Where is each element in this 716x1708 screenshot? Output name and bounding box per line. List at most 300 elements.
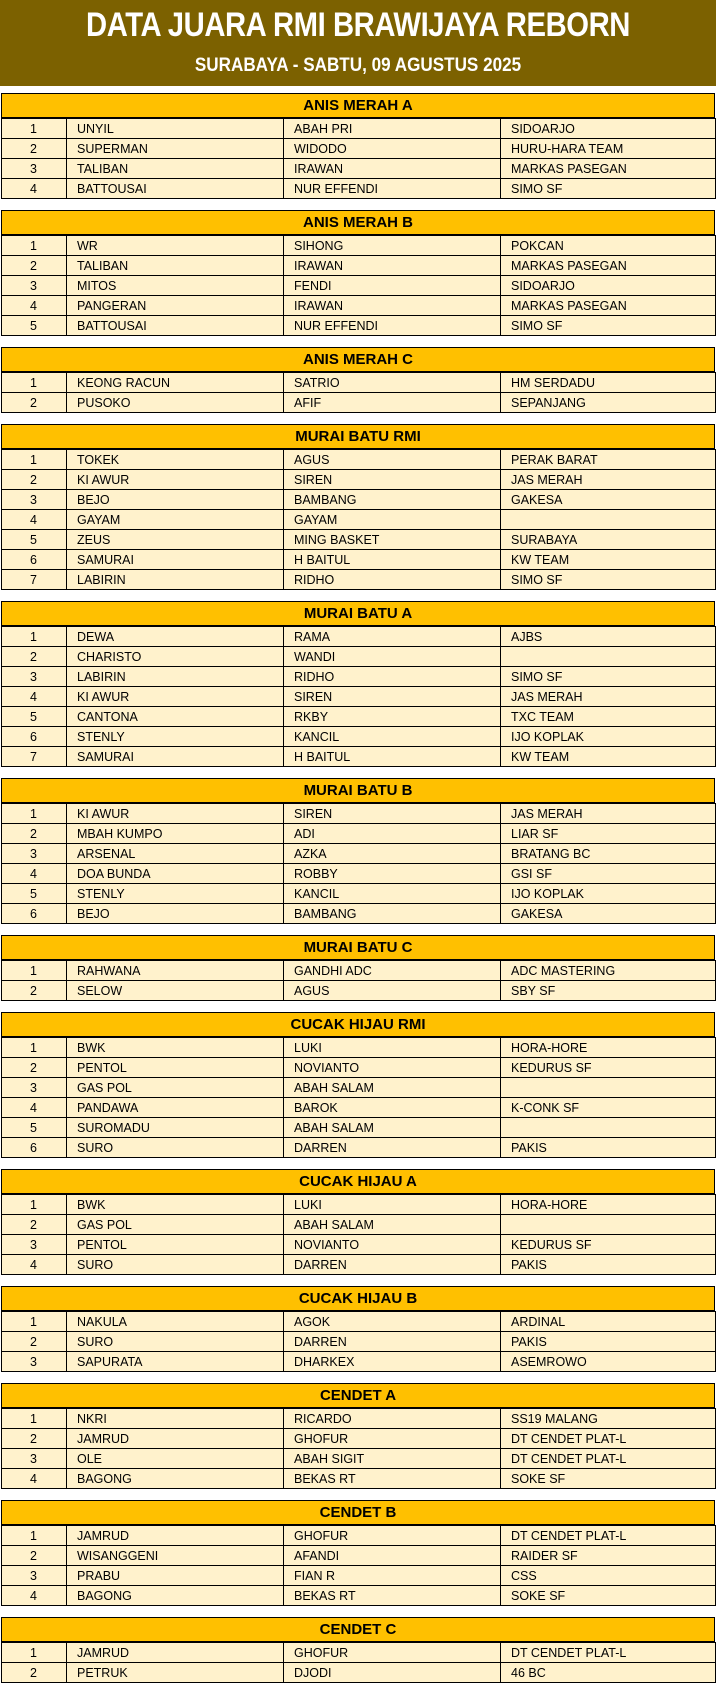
- team-cell: POKCAN: [501, 236, 716, 256]
- team-cell: PAKIS: [501, 1255, 716, 1275]
- owner-cell: RAMA: [284, 627, 501, 647]
- owner-cell: RIDHO: [284, 570, 501, 590]
- table-row: [2, 1118, 716, 1138]
- rank-cell: 1: [2, 1409, 67, 1429]
- table-row: [2, 884, 716, 904]
- owner-cell: LUKI: [284, 1195, 501, 1215]
- winners-table: [1, 960, 716, 1001]
- owner-cell: BEKAS RT: [284, 1469, 501, 1489]
- owner-cell: NUR EFFENDI: [284, 179, 501, 199]
- team-cell: PERAK BARAT: [501, 450, 716, 470]
- table-row: [2, 1546, 716, 1566]
- owner-cell: KANCIL: [284, 884, 501, 904]
- category-section: [1, 347, 715, 413]
- bird-name-cell: KI AWUR: [67, 470, 284, 490]
- category-title: CENDET C: [1, 1617, 715, 1642]
- owner-cell: AZKA: [284, 844, 501, 864]
- bird-name-cell: SURO: [67, 1138, 284, 1158]
- owner-cell: SIHONG: [284, 236, 501, 256]
- owner-cell: NUR EFFENDI: [284, 316, 501, 336]
- category-title: MURAI BATU B: [1, 778, 715, 803]
- team-cell: HURU-HARA TEAM: [501, 139, 716, 159]
- owner-cell: FENDI: [284, 276, 501, 296]
- bird-name-cell: GAS POL: [67, 1215, 284, 1235]
- rank-cell: 5: [2, 1118, 67, 1138]
- owner-cell: IRAWAN: [284, 256, 501, 276]
- page-subtitle: SURABAYA - SABTU, 09 AGUSTUS 2025: [194, 55, 522, 76]
- team-cell: BRATANG BC: [501, 844, 716, 864]
- table-row: [2, 450, 716, 470]
- owner-cell: ABAH SALAM: [284, 1118, 501, 1138]
- rank-cell: 3: [2, 490, 67, 510]
- team-cell: SIMO SF: [501, 667, 716, 687]
- table-row: [2, 510, 716, 530]
- table-row: [2, 864, 716, 884]
- team-cell: CSS: [501, 1566, 716, 1586]
- team-cell: RAIDER SF: [501, 1546, 716, 1566]
- rank-cell: 2: [2, 393, 67, 413]
- winners-table: [1, 803, 716, 924]
- rank-cell: 2: [2, 139, 67, 159]
- owner-cell: BEKAS RT: [284, 1586, 501, 1606]
- table-row: [2, 727, 716, 747]
- bird-name-cell: BATTOUSAI: [67, 316, 284, 336]
- owner-cell: AGUS: [284, 981, 501, 1001]
- rank-cell: 1: [2, 627, 67, 647]
- bird-name-cell: MBAH KUMPO: [67, 824, 284, 844]
- table-row: [2, 844, 716, 864]
- table-row: [2, 747, 716, 767]
- bird-name-cell: WR: [67, 236, 284, 256]
- team-cell: KEDURUS SF: [501, 1058, 716, 1078]
- rank-cell: 2: [2, 1215, 67, 1235]
- owner-cell: H BAITUL: [284, 747, 501, 767]
- owner-cell: SATRIO: [284, 373, 501, 393]
- rank-cell: 4: [2, 296, 67, 316]
- bird-name-cell: BWK: [67, 1195, 284, 1215]
- rank-cell: 4: [2, 510, 67, 530]
- category-title: MURAI BATU RMI: [1, 424, 715, 449]
- winners-table: [1, 1525, 716, 1606]
- bird-name-cell: NAKULA: [67, 1312, 284, 1332]
- bird-name-cell: PENTOL: [67, 1058, 284, 1078]
- bird-name-cell: OLE: [67, 1449, 284, 1469]
- table-row: [2, 490, 716, 510]
- rank-cell: 6: [2, 550, 67, 570]
- owner-cell: ABAH SALAM: [284, 1215, 501, 1235]
- rank-cell: 1: [2, 961, 67, 981]
- winners-table: [1, 1408, 716, 1489]
- owner-cell: DHARKEX: [284, 1352, 501, 1372]
- category-section: [1, 1012, 715, 1158]
- rank-cell: 5: [2, 316, 67, 336]
- rank-cell: 3: [2, 667, 67, 687]
- team-cell: PAKIS: [501, 1138, 716, 1158]
- rank-cell: 3: [2, 844, 67, 864]
- bird-name-cell: TALIBAN: [67, 256, 284, 276]
- bird-name-cell: STENLY: [67, 884, 284, 904]
- table-row: [2, 1332, 716, 1352]
- owner-cell: ABAH PRI: [284, 119, 501, 139]
- bird-name-cell: SAMURAI: [67, 550, 284, 570]
- rank-cell: 5: [2, 707, 67, 727]
- team-cell: [501, 647, 716, 667]
- table-row: [2, 139, 716, 159]
- table-row: [2, 627, 716, 647]
- table-row: [2, 570, 716, 590]
- bird-name-cell: STENLY: [67, 727, 284, 747]
- team-cell: MARKAS PASEGAN: [501, 296, 716, 316]
- category-section: [1, 935, 715, 1001]
- owner-cell: AGUS: [284, 450, 501, 470]
- page-title: DATA JUARA RMI BRAWIJAYA REBORN: [86, 6, 630, 44]
- rank-cell: 3: [2, 276, 67, 296]
- rank-cell: 7: [2, 570, 67, 590]
- category-title: CENDET A: [1, 1383, 715, 1408]
- team-cell: SBY SF: [501, 981, 716, 1001]
- winners-table: [1, 1311, 716, 1372]
- table-row: [2, 296, 716, 316]
- table-row: [2, 159, 716, 179]
- category-section: [1, 93, 715, 199]
- rank-cell: 4: [2, 687, 67, 707]
- winners-table: [1, 235, 716, 336]
- team-cell: ARDINAL: [501, 1312, 716, 1332]
- rank-cell: 6: [2, 1138, 67, 1158]
- bird-name-cell: SAPURATA: [67, 1352, 284, 1372]
- bird-name-cell: UNYIL: [67, 119, 284, 139]
- category-title: MURAI BATU C: [1, 935, 715, 960]
- category-section: [1, 601, 715, 767]
- owner-cell: SIREN: [284, 470, 501, 490]
- winners-table: [1, 626, 716, 767]
- rank-cell: 1: [2, 119, 67, 139]
- owner-cell: BAMBANG: [284, 904, 501, 924]
- category-title: ANIS MERAH B: [1, 210, 715, 235]
- rank-cell: 3: [2, 1235, 67, 1255]
- owner-cell: AFANDI: [284, 1546, 501, 1566]
- team-cell: MARKAS PASEGAN: [501, 159, 716, 179]
- owner-cell: BAMBANG: [284, 490, 501, 510]
- rank-cell: 4: [2, 864, 67, 884]
- owner-cell: SIREN: [284, 804, 501, 824]
- table-row: [2, 904, 716, 924]
- owner-cell: AFIF: [284, 393, 501, 413]
- category-section: [1, 1169, 715, 1275]
- table-row: [2, 1352, 716, 1372]
- rank-cell: 4: [2, 179, 67, 199]
- owner-cell: LUKI: [284, 1038, 501, 1058]
- team-cell: ADC MASTERING: [501, 961, 716, 981]
- bird-name-cell: JAMRUD: [67, 1429, 284, 1449]
- winners-table: [1, 1642, 716, 1683]
- team-cell: DT CENDET PLAT-L: [501, 1526, 716, 1546]
- rank-cell: 1: [2, 450, 67, 470]
- team-cell: IJO KOPLAK: [501, 727, 716, 747]
- table-row: [2, 316, 716, 336]
- table-row: [2, 179, 716, 199]
- bird-name-cell: LABIRIN: [67, 667, 284, 687]
- team-cell: [501, 1078, 716, 1098]
- bird-name-cell: CANTONA: [67, 707, 284, 727]
- rank-cell: 1: [2, 1526, 67, 1546]
- rank-cell: 2: [2, 647, 67, 667]
- table-row: [2, 1215, 716, 1235]
- table-row: [2, 1566, 716, 1586]
- rank-cell: 4: [2, 1469, 67, 1489]
- page-header: [0, 0, 716, 86]
- winners-table: [1, 372, 716, 413]
- team-cell: MARKAS PASEGAN: [501, 256, 716, 276]
- table-row: [2, 1078, 716, 1098]
- category-section: [1, 1500, 715, 1606]
- team-cell: SIMO SF: [501, 179, 716, 199]
- category-title: CUCAK HIJAU RMI: [1, 1012, 715, 1037]
- owner-cell: SIREN: [284, 687, 501, 707]
- team-cell: KEDURUS SF: [501, 1235, 716, 1255]
- rank-cell: 2: [2, 1429, 67, 1449]
- winners-table: [1, 1194, 716, 1275]
- owner-cell: DARREN: [284, 1332, 501, 1352]
- team-cell: DT CENDET PLAT-L: [501, 1643, 716, 1663]
- category-section: [1, 210, 715, 336]
- owner-cell: ROBBY: [284, 864, 501, 884]
- table-row: [2, 1255, 716, 1275]
- table-row: [2, 236, 716, 256]
- table-row: [2, 1429, 716, 1449]
- team-cell: HORA-HORE: [501, 1195, 716, 1215]
- team-cell: [501, 510, 716, 530]
- rank-cell: 2: [2, 256, 67, 276]
- rank-cell: 7: [2, 747, 67, 767]
- category-section: [1, 1383, 715, 1489]
- table-row: [2, 1312, 716, 1332]
- rank-cell: 3: [2, 1449, 67, 1469]
- table-row: [2, 373, 716, 393]
- table-row: [2, 530, 716, 550]
- owner-cell: DARREN: [284, 1138, 501, 1158]
- owner-cell: ADI: [284, 824, 501, 844]
- bird-name-cell: GAYAM: [67, 510, 284, 530]
- table-row: [2, 1038, 716, 1058]
- winners-table: [1, 449, 716, 590]
- bird-name-cell: PANGERAN: [67, 296, 284, 316]
- category-title: MURAI BATU A: [1, 601, 715, 626]
- table-row: [2, 804, 716, 824]
- rank-cell: 1: [2, 1195, 67, 1215]
- rank-cell: 5: [2, 884, 67, 904]
- rank-cell: 2: [2, 981, 67, 1001]
- rank-cell: 6: [2, 727, 67, 747]
- table-row: [2, 981, 716, 1001]
- winners-table: [1, 1037, 716, 1158]
- table-row: [2, 961, 716, 981]
- category-title: CUCAK HIJAU A: [1, 1169, 715, 1194]
- team-cell: GSI SF: [501, 864, 716, 884]
- bird-name-cell: JAMRUD: [67, 1643, 284, 1663]
- bird-name-cell: PRABU: [67, 1566, 284, 1586]
- category-section: [1, 778, 715, 924]
- results-list: [1, 93, 715, 1683]
- team-cell: SOKE SF: [501, 1586, 716, 1606]
- team-cell: 46 BC: [501, 1663, 716, 1683]
- rank-cell: 2: [2, 1663, 67, 1683]
- bird-name-cell: PETRUK: [67, 1663, 284, 1683]
- table-row: [2, 1409, 716, 1429]
- team-cell: [501, 1215, 716, 1235]
- rank-cell: 2: [2, 824, 67, 844]
- owner-cell: RICARDO: [284, 1409, 501, 1429]
- team-cell: ASEMROWO: [501, 1352, 716, 1372]
- bird-name-cell: BAGONG: [67, 1586, 284, 1606]
- bird-name-cell: JAMRUD: [67, 1526, 284, 1546]
- bird-name-cell: KEONG RACUN: [67, 373, 284, 393]
- category-section: [1, 1617, 715, 1683]
- bird-name-cell: LABIRIN: [67, 570, 284, 590]
- category-title: ANIS MERAH C: [1, 347, 715, 372]
- table-row: [2, 1058, 716, 1078]
- table-row: [2, 256, 716, 276]
- table-row: [2, 667, 716, 687]
- rank-cell: 3: [2, 159, 67, 179]
- table-row: [2, 1526, 716, 1546]
- table-row: [2, 119, 716, 139]
- rank-cell: 1: [2, 236, 67, 256]
- rank-cell: 4: [2, 1586, 67, 1606]
- table-row: [2, 647, 716, 667]
- bird-name-cell: CHARISTO: [67, 647, 284, 667]
- owner-cell: WIDODO: [284, 139, 501, 159]
- team-cell: SIMO SF: [501, 316, 716, 336]
- table-row: [2, 1449, 716, 1469]
- team-cell: SIMO SF: [501, 570, 716, 590]
- bird-name-cell: PANDAWA: [67, 1098, 284, 1118]
- bird-name-cell: BEJO: [67, 904, 284, 924]
- rank-cell: 1: [2, 1038, 67, 1058]
- rank-cell: 5: [2, 530, 67, 550]
- rank-cell: 3: [2, 1352, 67, 1372]
- rank-cell: 1: [2, 1312, 67, 1332]
- owner-cell: GHOFUR: [284, 1429, 501, 1449]
- bird-name-cell: TOKEK: [67, 450, 284, 470]
- bird-name-cell: ZEUS: [67, 530, 284, 550]
- team-cell: KW TEAM: [501, 747, 716, 767]
- rank-cell: 1: [2, 1643, 67, 1663]
- rank-cell: 1: [2, 804, 67, 824]
- category-title: CUCAK HIJAU B: [1, 1286, 715, 1311]
- owner-cell: DJODI: [284, 1663, 501, 1683]
- bird-name-cell: SAMURAI: [67, 747, 284, 767]
- bird-name-cell: BAGONG: [67, 1469, 284, 1489]
- bird-name-cell: BATTOUSAI: [67, 179, 284, 199]
- bird-name-cell: DEWA: [67, 627, 284, 647]
- team-cell: GAKESA: [501, 904, 716, 924]
- owner-cell: ABAH SIGIT: [284, 1449, 501, 1469]
- table-row: [2, 1469, 716, 1489]
- rank-cell: 2: [2, 1546, 67, 1566]
- bird-name-cell: SUPERMAN: [67, 139, 284, 159]
- rank-cell: 2: [2, 470, 67, 490]
- bird-name-cell: PENTOL: [67, 1235, 284, 1255]
- table-row: [2, 1138, 716, 1158]
- owner-cell: FIAN R: [284, 1566, 501, 1586]
- team-cell: K-CONK SF: [501, 1098, 716, 1118]
- bird-name-cell: ARSENAL: [67, 844, 284, 864]
- bird-name-cell: MITOS: [67, 276, 284, 296]
- rank-cell: 3: [2, 1566, 67, 1586]
- owner-cell: IRAWAN: [284, 296, 501, 316]
- owner-cell: NOVIANTO: [284, 1235, 501, 1255]
- team-cell: KW TEAM: [501, 550, 716, 570]
- table-row: [2, 1643, 716, 1663]
- owner-cell: GAYAM: [284, 510, 501, 530]
- bird-name-cell: GAS POL: [67, 1078, 284, 1098]
- team-cell: JAS MERAH: [501, 687, 716, 707]
- table-row: [2, 1586, 716, 1606]
- owner-cell: BAROK: [284, 1098, 501, 1118]
- team-cell: LIAR SF: [501, 824, 716, 844]
- bird-name-cell: RAHWANA: [67, 961, 284, 981]
- rank-cell: 2: [2, 1332, 67, 1352]
- bird-name-cell: KI AWUR: [67, 687, 284, 707]
- table-row: [2, 1195, 716, 1215]
- team-cell: AJBS: [501, 627, 716, 647]
- category-section: [1, 424, 715, 590]
- team-cell: SOKE SF: [501, 1469, 716, 1489]
- bird-name-cell: SURO: [67, 1255, 284, 1275]
- table-row: [2, 824, 716, 844]
- rank-cell: 4: [2, 1255, 67, 1275]
- team-cell: SURABAYA: [501, 530, 716, 550]
- category-section: [1, 1286, 715, 1372]
- team-cell: JAS MERAH: [501, 470, 716, 490]
- owner-cell: GHOFUR: [284, 1643, 501, 1663]
- owner-cell: KANCIL: [284, 727, 501, 747]
- team-cell: HM SERDADU: [501, 373, 716, 393]
- bird-name-cell: DOA BUNDA: [67, 864, 284, 884]
- owner-cell: GHOFUR: [284, 1526, 501, 1546]
- bird-name-cell: BWK: [67, 1038, 284, 1058]
- team-cell: DT CENDET PLAT-L: [501, 1429, 716, 1449]
- table-row: [2, 687, 716, 707]
- table-row: [2, 707, 716, 727]
- rank-cell: 2: [2, 1058, 67, 1078]
- owner-cell: MING BASKET: [284, 530, 501, 550]
- owner-cell: IRAWAN: [284, 159, 501, 179]
- table-row: [2, 1663, 716, 1683]
- table-row: [2, 393, 716, 413]
- team-cell: [501, 1118, 716, 1138]
- rank-cell: 1: [2, 373, 67, 393]
- team-cell: SEPANJANG: [501, 393, 716, 413]
- team-cell: DT CENDET PLAT-L: [501, 1449, 716, 1469]
- owner-cell: WANDI: [284, 647, 501, 667]
- table-row: [2, 1098, 716, 1118]
- owner-cell: AGOK: [284, 1312, 501, 1332]
- bird-name-cell: SELOW: [67, 981, 284, 1001]
- category-title: CENDET B: [1, 1500, 715, 1525]
- bird-name-cell: NKRI: [67, 1409, 284, 1429]
- table-row: [2, 550, 716, 570]
- team-cell: HORA-HORE: [501, 1038, 716, 1058]
- team-cell: TXC TEAM: [501, 707, 716, 727]
- team-cell: SIDOARJO: [501, 276, 716, 296]
- owner-cell: GANDHI ADC: [284, 961, 501, 981]
- bird-name-cell: SURO: [67, 1332, 284, 1352]
- team-cell: JAS MERAH: [501, 804, 716, 824]
- team-cell: SS19 MALANG: [501, 1409, 716, 1429]
- rank-cell: 6: [2, 904, 67, 924]
